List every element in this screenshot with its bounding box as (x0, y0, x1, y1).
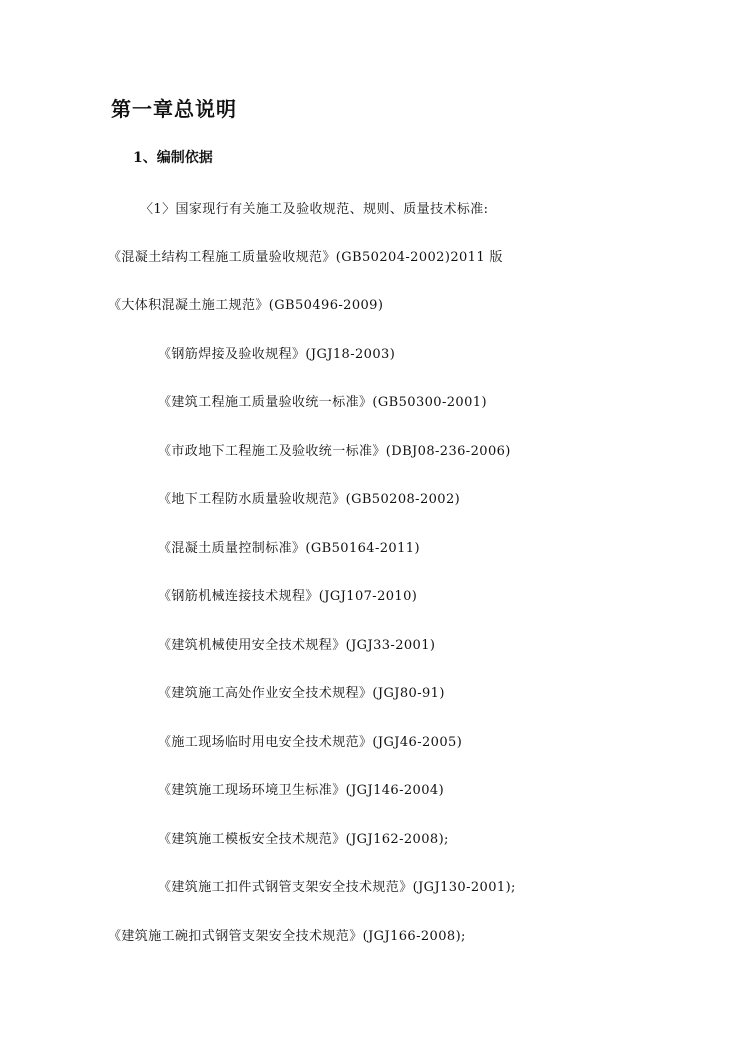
standard-item: 《市政地下工程施工及验收统一标准》(DBJ08-236-2006) (158, 444, 511, 459)
standard-item: 《建筑工程施工质量验收统一标准》(GB50300-2001) (158, 395, 487, 410)
standard-item: 《建筑施工模板安全技术规范》(JGJ162-2008); (158, 832, 449, 847)
standard-item: 《建筑施工现场环境卫生标准》(JGJ146-2004) (158, 783, 445, 798)
standard-item: 《建筑机械使用安全技术规程》(JGJ33-2001) (158, 638, 436, 653)
standard-item: 《大体积混凝土施工规范》(GB50496-2009) (108, 298, 384, 313)
standard-item: 《建筑施工高处作业安全技术规程》(JGJ80-91) (158, 686, 445, 701)
intro-line: 〈1〉国家现行有关施工及验收规范、规则、质量技术标准: (140, 202, 489, 217)
section-title: 1、编制依据 (133, 150, 213, 166)
standard-item: 《混凝土质量控制标准》(GB50164-2011) (158, 541, 420, 556)
chapter-title: 第一章总说明 (111, 97, 237, 121)
standard-item: 《建筑施工扣件式钢管支架安全技术规范》(JGJ130-2001); (158, 880, 516, 895)
standard-item: 《建筑施工碗扣式钢管支架安全技术规范》(JGJ166-2008); (108, 929, 466, 944)
standard-item: 《施工现场临时用电安全技术规范》(JGJ46-2005) (158, 735, 463, 750)
standard-item: 《地下工程防水质量验收规范》(GB50208-2002) (158, 492, 461, 507)
standard-item: 《钢筋机械连接技术规程》(JGJ107-2010) (158, 589, 418, 604)
standard-item: 《混凝土结构工程施工质量验收规范》(GB50204-2002)2011 版 (108, 250, 503, 265)
standard-item: 《钢筋焊接及验收规程》(JGJ18-2003) (158, 347, 396, 362)
